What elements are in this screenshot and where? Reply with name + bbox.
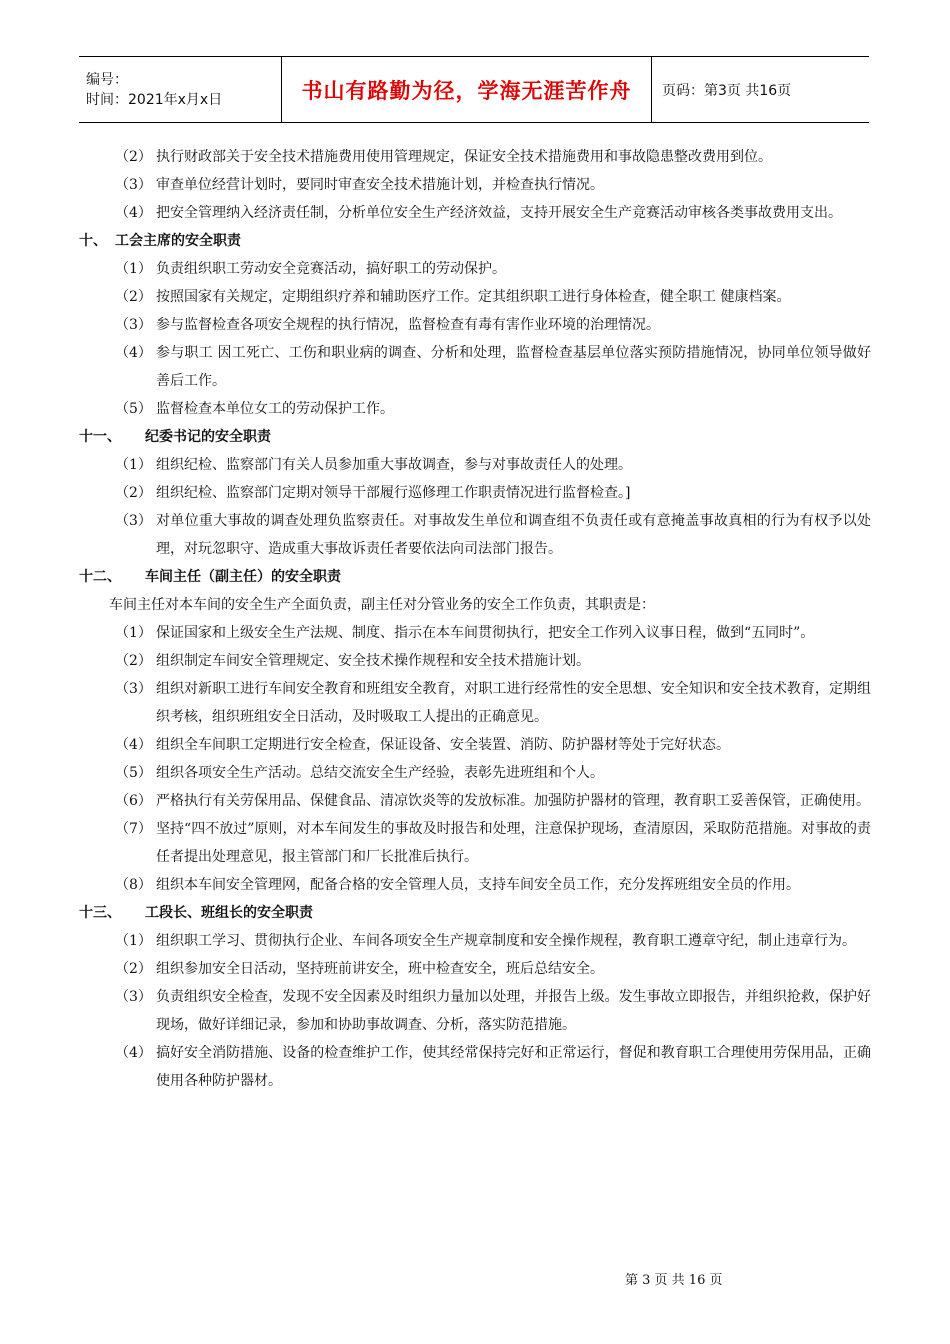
section-title: 工会主席的安全职责	[115, 233, 241, 249]
list-item	[79, 675, 871, 731]
page-number-label: 页码：第3页 共16页	[662, 82, 792, 99]
item-text: 组织参加安全日活动，坚持班前讲安全，班中检查安全，班后总结安全。	[156, 961, 604, 977]
item-text: 参与监督检查各项安全规程的执行情况，监督检查有毒有害作业环境的治理情况。	[156, 317, 660, 333]
section-title: 车间主任（副主任）的安全职责	[145, 569, 341, 585]
item-label: （3）	[115, 177, 152, 193]
list-item	[79, 871, 871, 899]
list-item	[79, 479, 871, 507]
item-label: （3）	[115, 989, 152, 1005]
page-footer: 第 3 页 共 16 页	[625, 1273, 723, 1288]
item-text: 组织纪检、监察部门定期对领导干部履行巡修理工作职责情况进行监督检查。]	[156, 485, 631, 501]
item-text: 审查单位经营计划时，要同时审查安全技术措施计划，并检查执行情况。	[156, 177, 604, 193]
item-label: （2）	[115, 961, 152, 977]
item-label: （4）	[115, 737, 152, 753]
list-item	[79, 787, 871, 815]
section-number: 十一、	[79, 429, 121, 445]
item-label: （2）	[115, 485, 152, 501]
list-item	[79, 731, 871, 759]
list-item	[79, 143, 871, 171]
item-label: （2）	[115, 149, 152, 165]
list-item	[79, 199, 871, 227]
list-item	[79, 395, 871, 423]
item-label: （1）	[115, 625, 152, 641]
section-title: 工段长、班组长的安全职责	[145, 905, 313, 921]
list-item	[79, 451, 871, 479]
item-text: 把安全管理纳入经济责任制，分析单位安全生产经济效益，支持开展安全生产竞赛活动审核各类事故费用支出。	[156, 205, 842, 221]
item-text: 组织全车间职工定期进行安全检查，保证设备、安全装置、消防、防护器材等处于完好状态。	[156, 737, 730, 753]
list-item	[79, 171, 871, 199]
item-label: （2）	[115, 289, 152, 305]
item-label: （3）	[115, 681, 152, 697]
list-item	[79, 283, 871, 311]
item-text: 监督检查本单位女工的劳动保护工作。	[156, 401, 394, 417]
list-item	[79, 339, 871, 395]
item-label: （4）	[115, 1045, 152, 1061]
item-text: 组织职工学习、贯彻执行企业、车间各项安全生产规章制度和安全操作规程，教育职工遵章守纪，制止违章行为。	[156, 933, 856, 949]
item-label: （6）	[115, 793, 152, 809]
section-heading-11	[79, 423, 871, 451]
item-label: （4）	[115, 345, 152, 361]
list-item	[79, 759, 871, 787]
section-number: 十二、	[79, 569, 121, 585]
section-heading-12	[79, 563, 871, 591]
section-10-items	[79, 255, 871, 423]
list-item	[79, 647, 871, 675]
item-label: （1）	[115, 457, 152, 473]
item-label: （8）	[115, 877, 152, 893]
item-label: （3）	[115, 317, 152, 333]
item-label: （1）	[115, 261, 152, 277]
section-number: 十三、	[79, 905, 121, 921]
item-text: 对单位重大事故的调查处理负监察责任。对事故发生单位和调查组不负责任或有意掩盖事故真相的行为有权予以处理，对玩忽职守、造成重大事故诉责任者要依法向司法部门报告。	[156, 513, 871, 557]
list-item	[79, 507, 871, 563]
item-text: 组织本车间安全管理网，配备合格的安全管理人员，支持车间安全员工作，充分发挥班组安全员的作用。	[156, 877, 800, 893]
item-text: 组织制定车间安全管理规定、安全技术操作规程和安全技术措施计划。	[156, 653, 590, 669]
list-item	[79, 1039, 871, 1095]
document-header	[79, 56, 869, 123]
item-label: （4）	[115, 205, 152, 221]
item-text: 负责组织职工劳动安全竞赛活动，搞好职工的劳动保护。	[156, 261, 506, 277]
item-label: （7）	[115, 821, 152, 837]
item-text: 执行财政部关于安全技术措施费用使用管理规定，保证安全技术措施费用和事故隐患整改费用到位。	[156, 149, 772, 165]
item-label: （5）	[115, 401, 152, 417]
header-page-info	[652, 57, 869, 122]
header-meta	[79, 57, 282, 122]
item-text: 坚持“四不放过”原则，对本车间发生的事故及时报告和处理，注意保护现场，查清原因，采取防范措施。对事故的责任者提出处理意见，报主管部门和厂长批准后执行。	[156, 821, 871, 865]
document-body	[79, 143, 871, 1095]
section-title: 纪委书记的安全职责	[145, 429, 271, 445]
motto-text: 书山有路勤为径，学海无涯苦作舟	[301, 78, 632, 103]
list-item	[79, 983, 871, 1039]
section-number: 十、	[79, 233, 107, 249]
item-text: 搞好安全消防措施、设备的检查维护工作，使其经常保持完好和正常运行，督促和教育职工合理使用劳保用品，正确使用各种防护器材。	[156, 1045, 871, 1089]
items-top	[79, 143, 871, 227]
item-text: 组织纪检、监察部门有关人员参加重大事故调查，参与对事故责任人的处理。	[156, 457, 632, 473]
section-heading-13	[79, 899, 871, 927]
header-motto	[282, 57, 652, 122]
list-item	[79, 955, 871, 983]
item-label: （2）	[115, 653, 152, 669]
list-item	[79, 815, 871, 871]
list-item	[79, 927, 871, 955]
item-label: （5）	[115, 765, 152, 781]
item-text: 组织各项安全生产活动。总结交流安全生产经验，表彰先进班组和个人。	[156, 765, 604, 781]
item-text: 保证国家和上级安全生产法规、制度、指示在本车间贯彻执行，把安全工作列入议事日程，做到“五同时”。	[156, 625, 815, 641]
item-text: 严格执行有关劳保用品、保健食品、清凉饮炎等的发放标准。加强防护器材的管理，教育职工妥善保管，正确使用。	[156, 793, 870, 809]
list-item	[79, 255, 871, 283]
section-heading-10	[79, 227, 871, 255]
item-text: 负责组织安全检查，发现不安全因素及时组织力量加以处理，并报告上级。发生事故立即报告，并组织抢救，保护好现场，做好详细记录，参加和协助事故调查、分析，落实防范措施。	[156, 989, 871, 1033]
document-number-label: 编号：	[86, 71, 128, 88]
list-item	[79, 311, 871, 339]
section-12-items	[79, 619, 871, 899]
item-text: 按照国家有关规定，定期组织疗养和辅助医疗工作。定其组织职工进行身体检查，健全职工 健康档案。	[156, 289, 791, 305]
item-text: 组织对新职工进行车间安全教育和班组安全教育，对职工进行经常性的安全思想、安全知识和安全技术教育，定期组织考核，组织班组安全日活动，及时吸取工人提出的正确意见。	[156, 681, 871, 725]
item-label: （1）	[115, 933, 152, 949]
section-11-items	[79, 451, 871, 563]
document-time-label: 时间：2021年x月x日	[86, 91, 223, 108]
item-label: （3）	[115, 513, 152, 529]
section-13-items	[79, 927, 871, 1095]
section-12-intro: 车间主任对本车间的安全生产全面负责，副主任对分管业务的安全工作负责，其职责是：	[109, 597, 655, 613]
item-text: 参与职工 因工死亡、工伤和职业病的调查、分析和处理，监督检查基层单位落实预防措施情况，协同单位领导做好善后工作。	[156, 345, 871, 389]
list-item	[79, 619, 871, 647]
